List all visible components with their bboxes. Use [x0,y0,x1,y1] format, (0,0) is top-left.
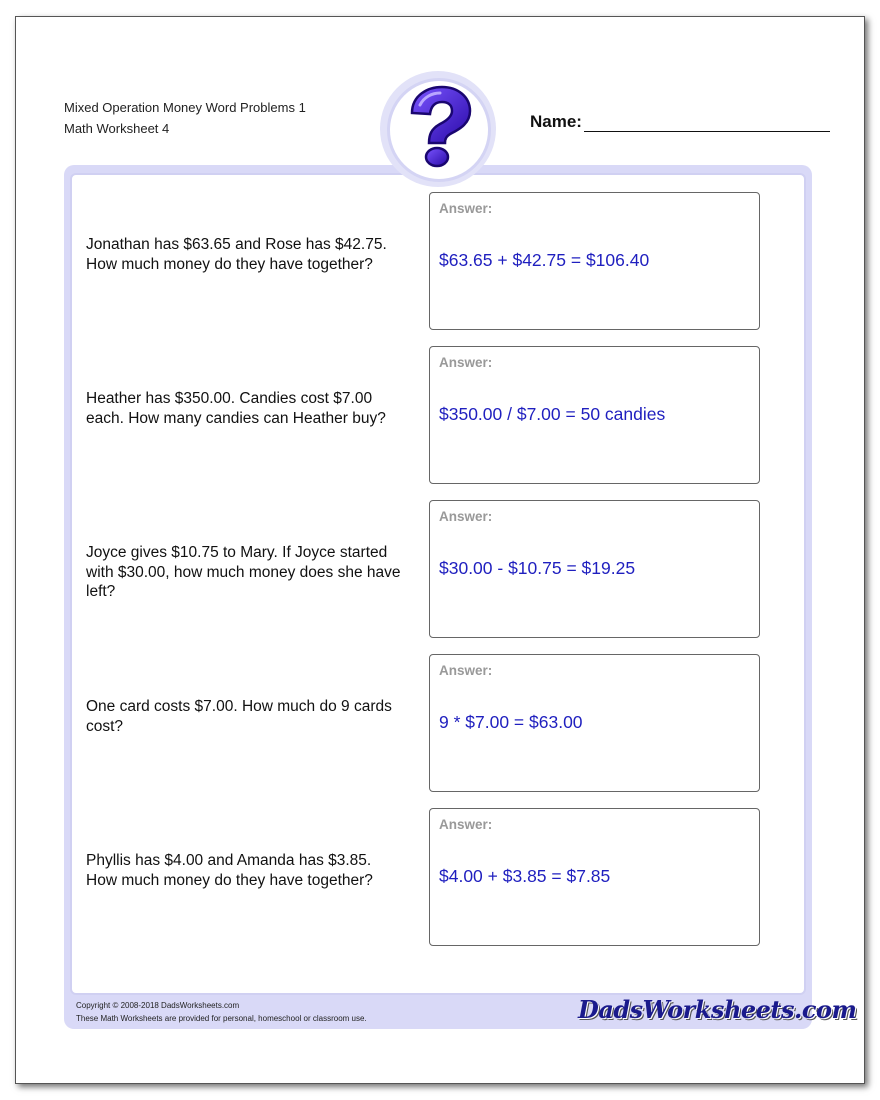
answer-label: Answer: [439,201,493,216]
problem-text: Jonathan has $63.65 and Rose has $42.75. How much money do they have together? [86,236,387,273]
name-line [584,111,830,132]
footer [76,999,516,1025]
answer-box[interactable] [429,654,760,792]
answer-text: $30.00 - $10.75 = $19.25 [439,558,636,578]
answer-text: 9 * $7.00 = $63.00 [439,712,583,732]
worksheet-page [15,16,865,1084]
copyright-text: Copyright © 2008-2018 DadsWorksheets.com [76,1001,240,1010]
answer-label: Answer: [439,817,493,832]
problem-text: Heather has $350.00. Candies cost $7.00 each. How many candies can Heather buy? [86,390,386,427]
answer-text: $63.65 + $42.75 = $106.40 [439,250,650,270]
problem-text: One card costs $7.00. How much do 9 cards cost? [86,698,392,735]
worksheet-subtitle: Math Worksheet 4 [64,121,170,136]
answer-box[interactable] [429,500,760,638]
answer-text: $4.00 + $3.85 = $7.85 [439,866,611,886]
answer-box[interactable] [429,346,760,484]
answer-label: Answer: [439,509,493,524]
answer-box[interactable] [429,192,760,330]
answer-box[interactable] [429,808,760,946]
answer-label: Answer: [439,355,493,370]
question-mark-icon [398,85,478,171]
problem-text: Joyce gives $10.75 to Mary. If Joyce started with $30.00, how much money does she have left? [86,544,401,600]
logo-badge [380,71,496,187]
answer-text: $350.00 / $7.00 = 50 candies [439,404,666,424]
worksheet-title-block [64,97,306,139]
brand-logo[interactable]: DadsWorksheets.com [578,995,857,1024]
usage-notice: These Math Worksheets are provided for personal, homeschool or classroom use. [76,1014,367,1023]
name-field [530,111,830,132]
answer-label: Answer: [439,663,493,678]
problem-text: Phyllis has $4.00 and Amanda has $3.85. How much money do they have together? [86,852,373,889]
name-label: Name: [530,112,582,131]
worksheet-title: Mixed Operation Money Word Problems 1 [64,100,306,115]
